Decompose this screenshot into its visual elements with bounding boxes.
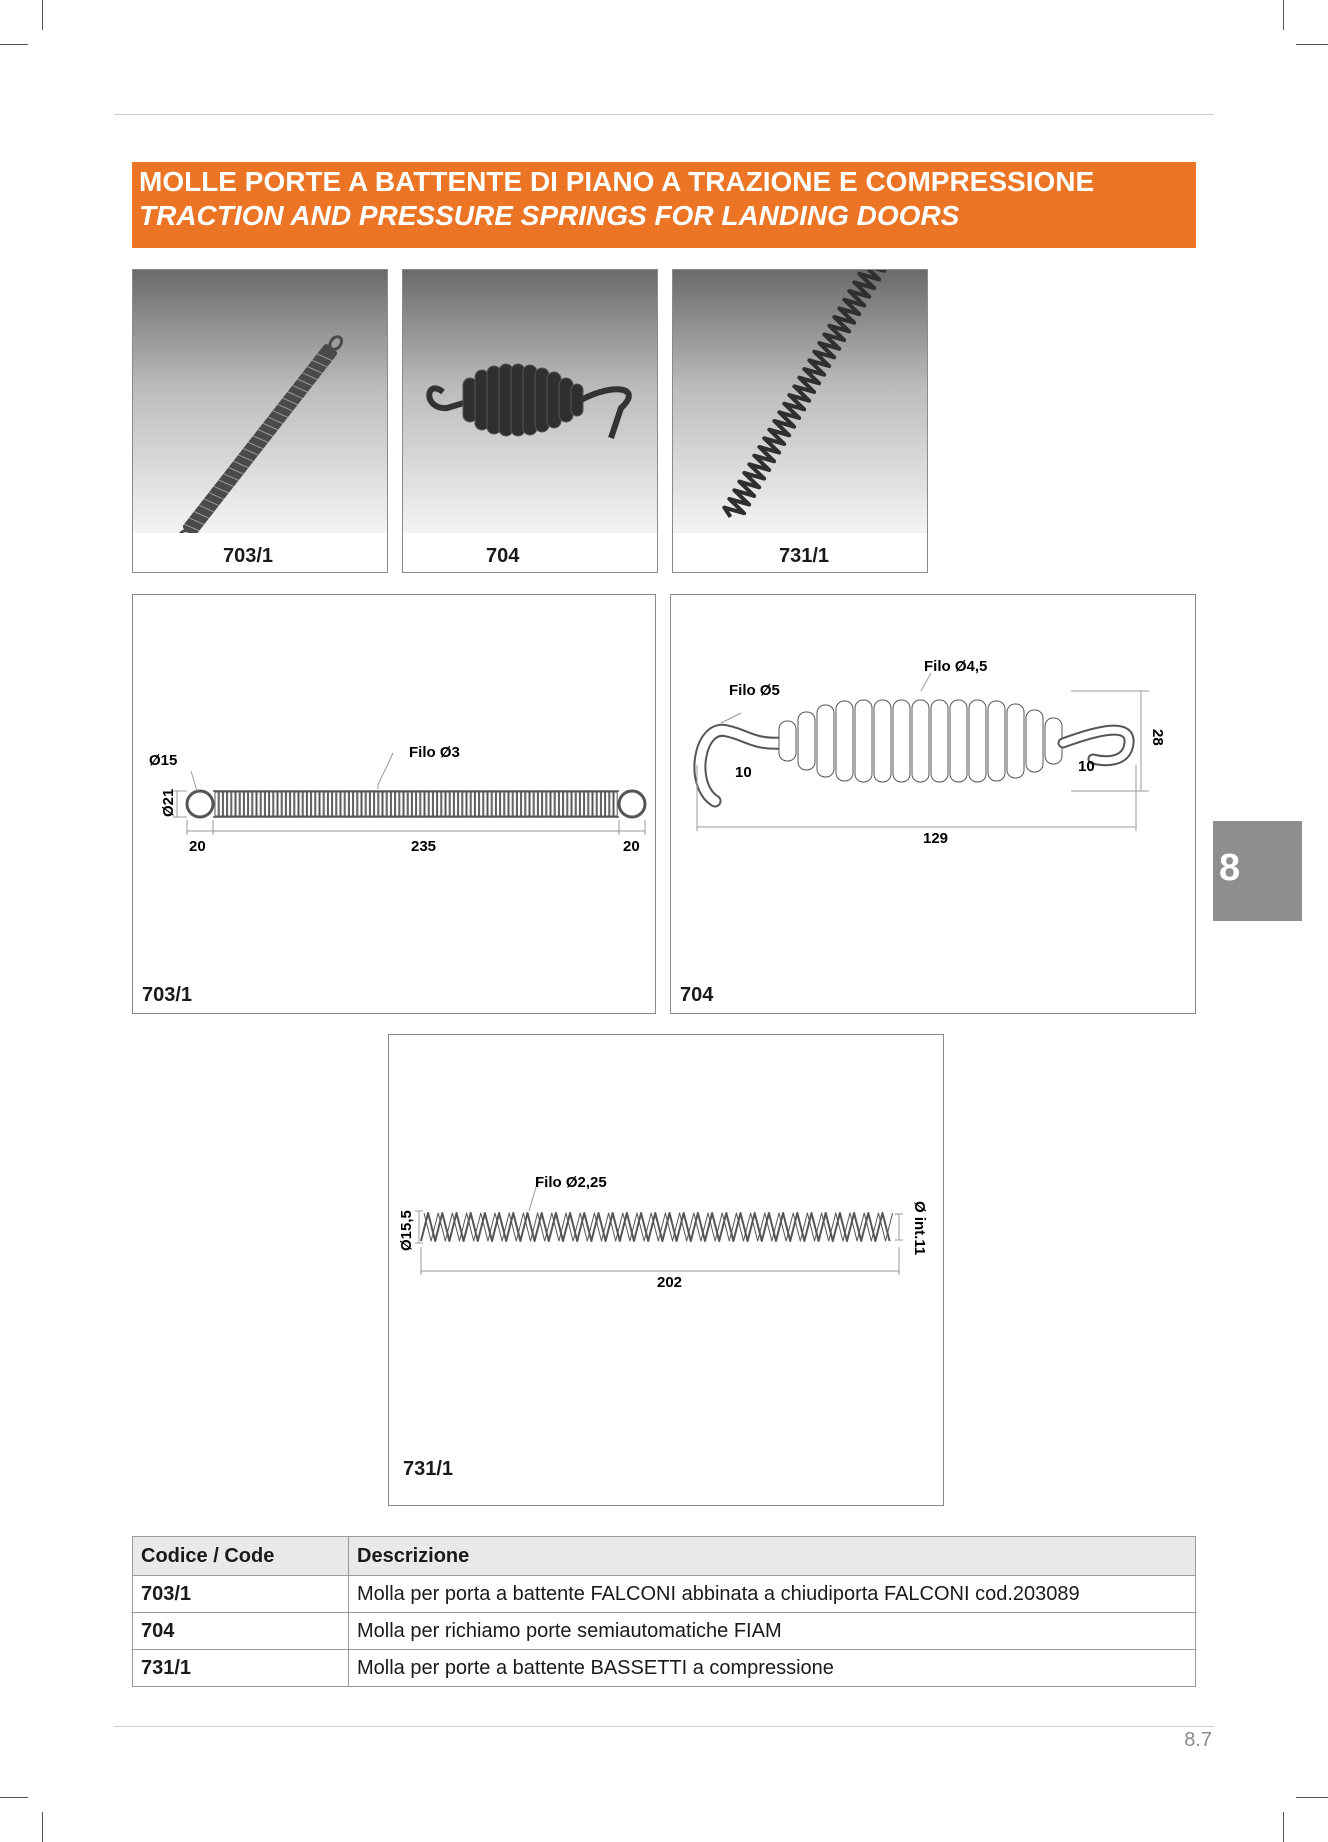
table-row (133, 1576, 1196, 1613)
drawing-code: 704 (680, 984, 714, 1006)
spring-photo-image (133, 270, 387, 533)
row-code: 704 (133, 1613, 349, 1650)
dim-wire: Filo Ø2,25 (535, 1174, 607, 1191)
technical-drawing-703-1 (133, 595, 655, 1013)
photo-caption: 731/1 (779, 545, 830, 567)
page-number: 8.7 (1184, 1729, 1212, 1751)
footer-rule (114, 1726, 1214, 1727)
row-code: 731/1 (133, 1650, 349, 1687)
dim-wire-body: Filo Ø4,5 (924, 658, 988, 675)
drawing-panel-704 (670, 594, 1196, 1014)
crop-mark (0, 44, 28, 45)
drawing-panel-703-1 (132, 594, 656, 1014)
dim-height: 28 (1149, 729, 1166, 746)
header-rule (114, 114, 1214, 115)
crop-mark (42, 0, 43, 30)
technical-drawing-731-1 (389, 1035, 943, 1505)
photo-caption: 703/1 (223, 545, 274, 567)
photo-731-1 (672, 269, 928, 573)
product-table (132, 1536, 1196, 1687)
title-italian: MOLLE PORTE A BATTENTE DI PIANO A TRAZIONE E COMPRESSIONE (139, 166, 1095, 197)
dim-length: 202 (657, 1274, 683, 1291)
header-code: Codice / Code (133, 1537, 349, 1576)
row-description: Molla per porte a battente BASSETTI a compressione (349, 1650, 1196, 1687)
header-description: Descrizione (349, 1537, 1196, 1576)
crop-mark (0, 1797, 28, 1798)
crop-mark (42, 1812, 43, 1842)
drawing-code: 703/1 (142, 984, 193, 1006)
table-header-row (133, 1537, 1196, 1576)
dim-eye-diameter: Ø15 (149, 752, 178, 769)
row-code: 703/1 (133, 1576, 349, 1613)
dim-outer-diameter: Ø15,5 (398, 1210, 415, 1251)
dim-hook-right: 10 (1078, 758, 1095, 775)
row-description: Molla per porta a battente FALCONI abbinata a chiudiporta FALCONI cod.203089 (349, 1576, 1196, 1613)
dim-wire-hook: Filo Ø5 (729, 682, 780, 699)
dim-inner-diameter: Ø int.11 (911, 1201, 928, 1256)
dim-wire: Filo Ø3 (409, 744, 460, 761)
table-row (133, 1613, 1196, 1650)
title-banner (132, 162, 1196, 248)
title-english: TRACTION AND PRESSURE SPRINGS FOR LANDING DOORS (139, 200, 960, 231)
crop-mark (1283, 1812, 1284, 1842)
crop-mark (1296, 1797, 1328, 1798)
row-description: Molla per richiamo porte semiautomatiche FIAM (349, 1613, 1196, 1650)
crop-mark (1283, 0, 1284, 30)
dim-length: 129 (923, 830, 949, 847)
dim-outer-diameter: Ø21 (160, 788, 177, 817)
spring-photo-image (673, 270, 927, 533)
photo-703-1 (132, 269, 388, 573)
drawing-panel-731-1 (388, 1034, 944, 1506)
drawing-code: 731/1 (403, 1458, 454, 1480)
spring-photo-image (403, 270, 657, 533)
dim-hook-left: 10 (735, 764, 752, 781)
dim-right: 20 (623, 838, 640, 855)
section-number: 8 (1219, 847, 1241, 889)
photo-caption: 704 (486, 545, 520, 567)
table-row (133, 1650, 1196, 1687)
crop-mark (1296, 44, 1328, 45)
dim-length: 235 (411, 838, 437, 855)
photo-704 (402, 269, 658, 573)
dim-left: 20 (189, 838, 206, 855)
section-tab[interactable] (1213, 821, 1302, 921)
technical-drawing-704 (671, 595, 1195, 1013)
